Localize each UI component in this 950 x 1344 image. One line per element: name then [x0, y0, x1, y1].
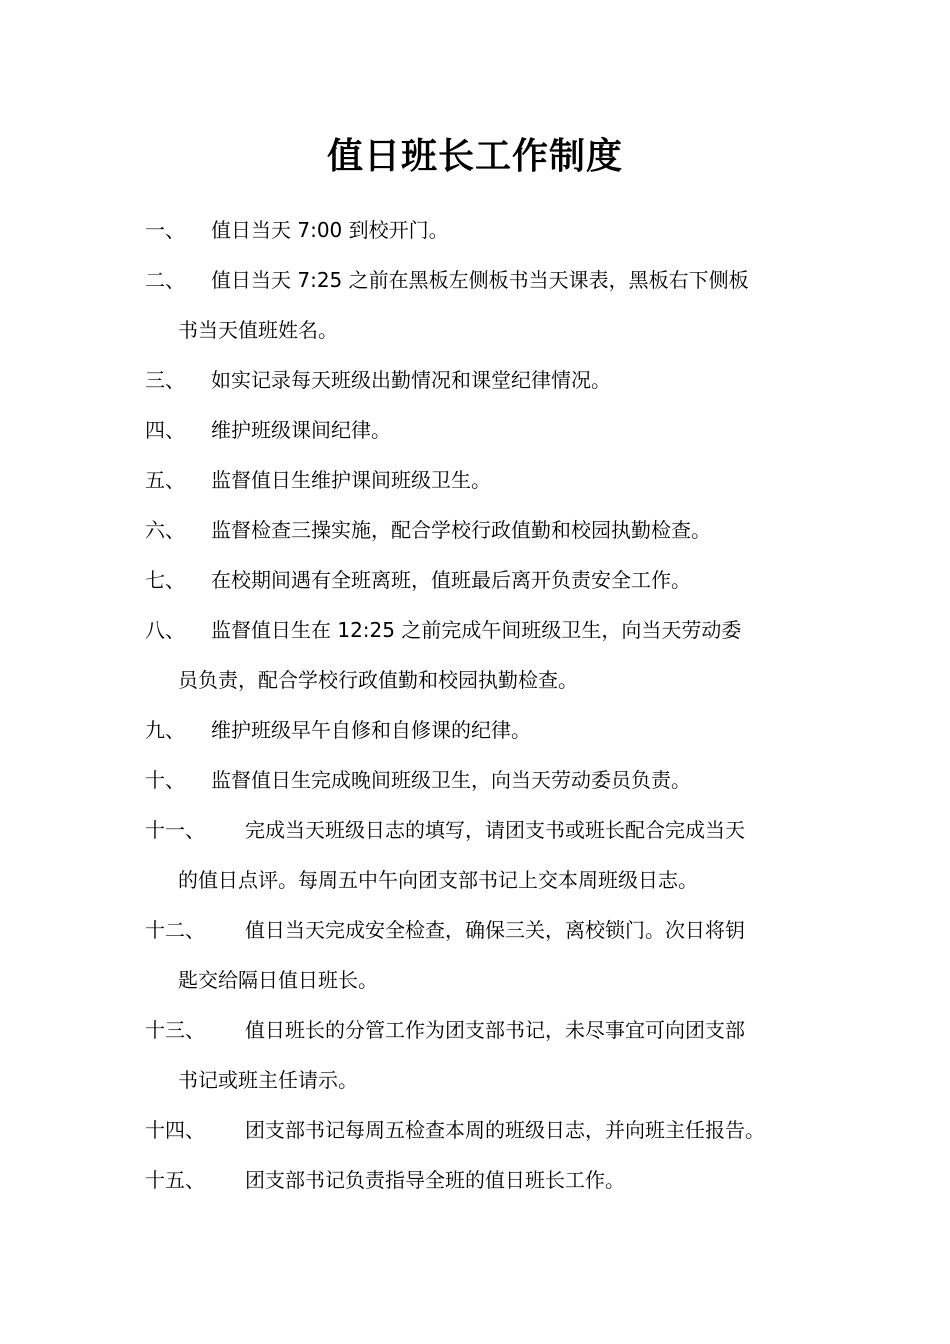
rule-number: 五、	[145, 468, 185, 492]
rule-text: 监督值日生完成晚间班级卫生，向当天劳动委员负责。	[211, 768, 691, 792]
rule-item	[145, 805, 825, 905]
rule-text: 团支部书记每周五检查本周的班级日志，并向班主任报告。	[245, 1118, 765, 1142]
rule-number: 一、	[145, 218, 185, 242]
rule-number: 十五、	[145, 1168, 205, 1192]
rule-text: 监督值日生在 12:25 之前完成午间班级卫生，向当天劳动委	[211, 618, 742, 642]
rule-text: 值日当天 7:25 之前在黑板左侧板书当天课表，黑板右下侧板	[211, 268, 749, 292]
rule-number: 十、	[145, 768, 185, 792]
rule-number: 六、	[145, 518, 185, 542]
rule-item	[145, 205, 825, 255]
rule-text-continued: 书当天值班姓名。	[178, 318, 338, 342]
rule-item	[145, 905, 825, 1005]
rule-item	[145, 755, 825, 805]
rule-text-continued: 的值日点评。每周五中午向团支部书记上交本周班级日志。	[178, 868, 698, 892]
rule-item	[145, 605, 825, 705]
rule-text: 监督值日生维护课间班级卫生。	[211, 468, 491, 492]
rule-item	[145, 455, 825, 505]
rule-number: 七、	[145, 568, 185, 592]
rule-text: 值日班长的分管工作为团支部书记，未尽事宜可向团支部	[245, 1018, 745, 1042]
rule-item	[145, 505, 825, 555]
rule-text: 在校期间遇有全班离班，值班最后离开负责安全工作。	[211, 568, 691, 592]
rule-number: 三、	[145, 368, 185, 392]
rule-number: 十一、	[145, 818, 205, 842]
rule-item	[145, 1155, 825, 1205]
rule-text: 值日当天 7:00 到校开门。	[211, 218, 449, 242]
rule-item	[145, 705, 825, 755]
rule-number: 十三、	[145, 1018, 205, 1042]
rule-number: 十二、	[145, 918, 205, 942]
rule-number: 四、	[145, 418, 185, 442]
rule-text: 维护班级课间纪律。	[211, 418, 391, 442]
rule-text: 如实记录每天班级出勤情况和课堂纪律情况。	[211, 368, 611, 392]
document-title: 值日班长工作制度	[326, 136, 623, 177]
rule-text-continued: 匙交给隔日值日班长。	[178, 968, 378, 992]
rule-text-continued: 员负责，配合学校行政值勤和校园执勤检查。	[178, 668, 578, 692]
rule-item	[145, 555, 825, 605]
rule-text-continued: 书记或班主任请示。	[178, 1068, 358, 1092]
rule-item	[145, 355, 825, 405]
rule-text: 维护班级早午自修和自修课的纪律。	[211, 718, 531, 742]
rule-text: 团支部书记负责指导全班的值日班长工作。	[245, 1168, 625, 1192]
rule-number: 十四、	[145, 1118, 205, 1142]
rule-text: 监督检查三操实施，配合学校行政值勤和校园执勤检查。	[211, 518, 711, 542]
rule-number: 二、	[145, 268, 185, 292]
rule-item	[145, 405, 825, 455]
rule-item	[145, 255, 825, 355]
rule-item	[145, 1005, 825, 1105]
rules-list	[145, 205, 825, 1205]
rule-number: 八、	[145, 618, 185, 642]
rule-text: 完成当天班级日志的填写，请团支书或班长配合完成当天	[245, 818, 745, 842]
rule-text: 值日当天完成安全检查，确保三关，离校锁门。次日将钥	[245, 918, 745, 942]
rule-number: 九、	[145, 718, 185, 742]
rule-item	[145, 1105, 825, 1155]
